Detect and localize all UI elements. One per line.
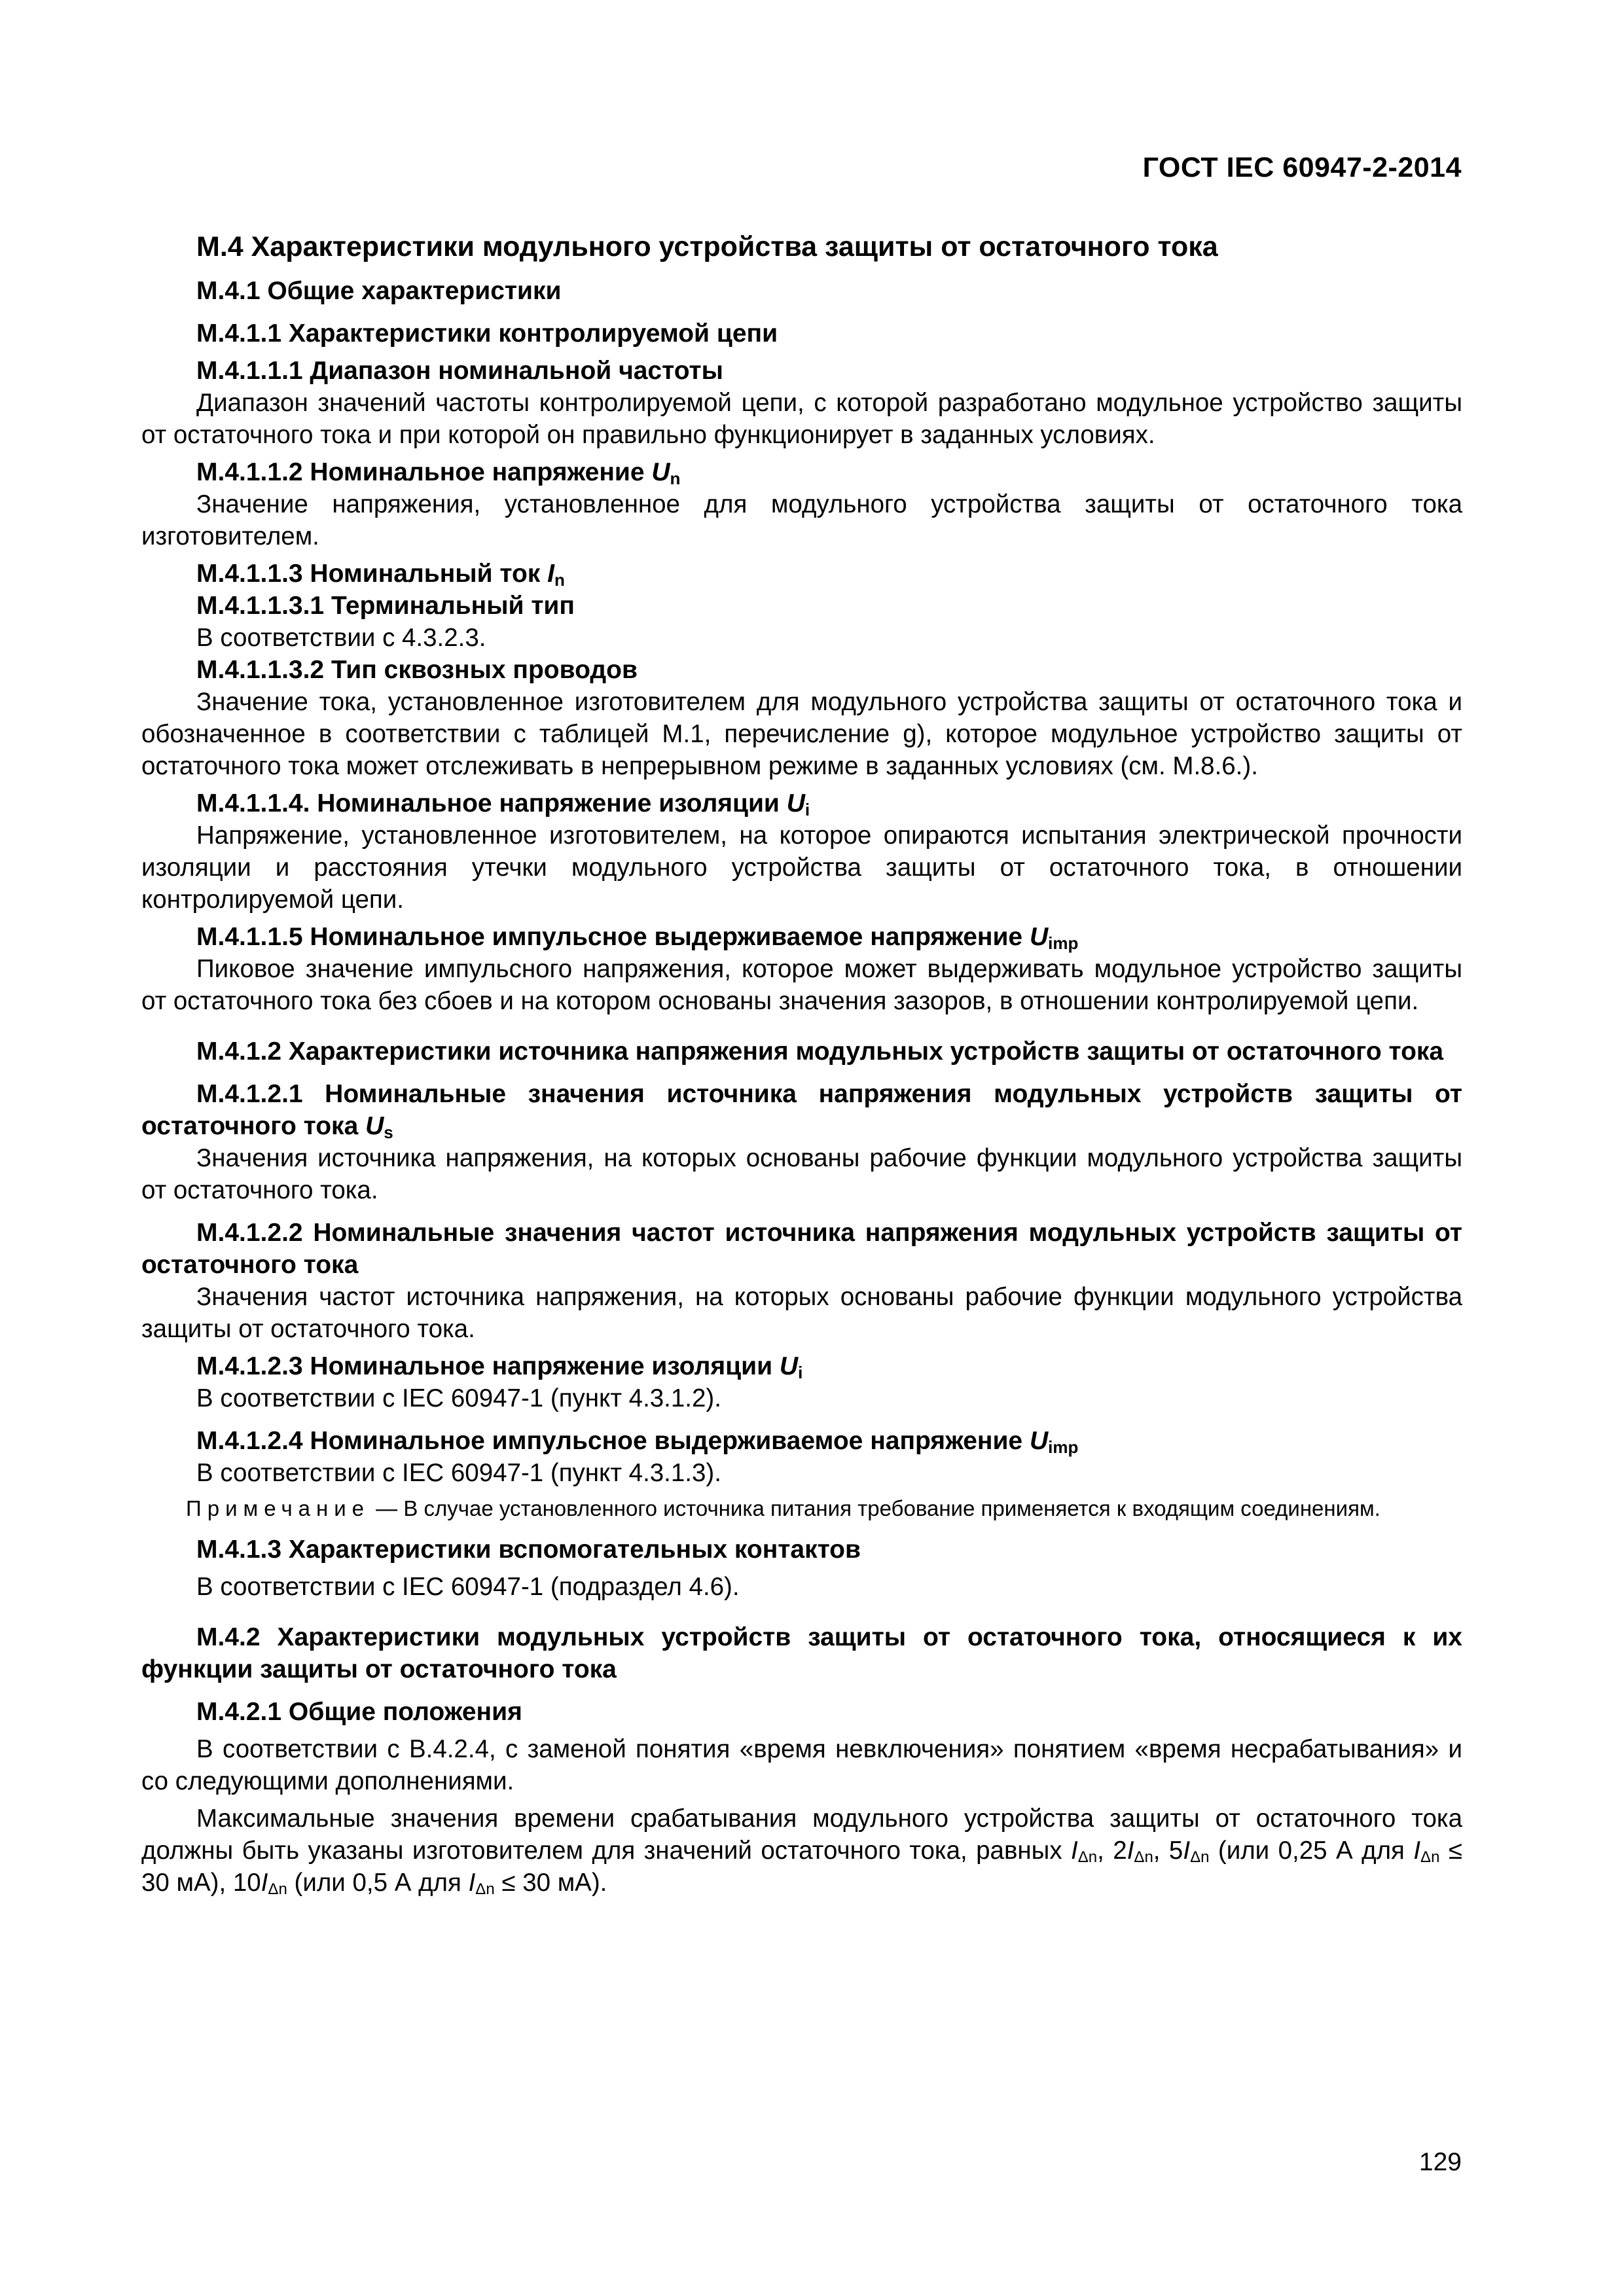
symbol-u: U (365, 1112, 384, 1140)
section-m4124-title (196, 1425, 1462, 1457)
subscript-imp: imp (1048, 933, 1079, 953)
symbol-i: I (468, 1869, 476, 1897)
section-m4121-title-text: М.4.1.2.1 Номинальные значения источника напряжения модульных устройств защиты от остаточного тока (141, 1080, 1462, 1140)
section-m412-title: М.4.1.2 Характеристики источника напряжения модульных устройств защиты от остаточного тока (196, 1037, 1444, 1066)
subscript-n: n (670, 469, 681, 488)
page-content (141, 229, 1462, 1899)
section-m4111-title: М.4.1.1.1 Диапазон номинальной частоты (196, 357, 723, 385)
section-m4123-title-text: М.4.1.2.3 Номинальное напряжение изоляции (196, 1352, 780, 1380)
symbol-i: I (547, 560, 554, 588)
symbol-u: U (1029, 923, 1049, 951)
section-m411-title: М.4.1.1 Характеристики контролируемой цепи (196, 319, 778, 348)
section-m4115-title (196, 921, 1462, 953)
section-m4114-title (196, 787, 1462, 819)
page-number: 129 (1418, 2148, 1462, 2176)
section-m41132-text: Значение тока, установленное изготовителем для модульного устройства защиты от остаточного тока и обозначенное в соответствии с таблицей М.1, перечисление g), которое модульное устройство защиты от остаточного тока может отслеживать в непрерывном режиме в заданных условиях (см. М.8.6.). (141, 688, 1462, 780)
section-m4123-text: В соответствии с IEC 60947-1 (пункт 4.3.1.2). (196, 1384, 721, 1412)
subscript-delta-n: Δn (1420, 1848, 1440, 1866)
section-m41131-text: В соответствии с 4.3.2.3. (196, 624, 486, 652)
subscript-i: i (804, 800, 810, 819)
section-m41131-title: М.4.1.1.3.1 Терминальный тип (196, 592, 575, 620)
symbol-u: U (1029, 1427, 1049, 1455)
section-m4112-text: Значение напряжения, установленное для модульного устройства защиты от остаточного тока изготовителем. (141, 490, 1462, 550)
section-m4115-text: Пиковое значение импульсного напряжения, которое может выдерживать модульное устройство защиты от остаточного тока без сбоев и на котором основаны значения зазоров, в отношении контролируемой цепи. (141, 955, 1462, 1015)
section-m4111-text: Диапазон значений частоты контролируемой цепи, с которой разработано модульное устройство защиты от остаточного тока и при которой он правильно функционирует в заданных условиях. (141, 389, 1462, 449)
section-m42-title: М.4.2 Характеристики модульных устройств защиты от остаточного тока, относящиеся к их функции защиты от остаточного тока (141, 1623, 1462, 1683)
subscript-n: n (554, 570, 565, 590)
symbol-i: I (261, 1869, 268, 1897)
section-m4112-title (196, 456, 1462, 488)
text-fragment: ≤ 30 мА), 10 (141, 1837, 1463, 1897)
symbol-i: I (1413, 1837, 1421, 1865)
subscript-delta-n: Δn (1134, 1848, 1153, 1866)
section-m4114-text: Напряжение, установленное изготовителем, на которое опираются испытания электрической прочности изоляции и расстояния утечки модульного устройства защиты от остаточного тока, в отношении контролируемой цепи. (141, 821, 1462, 914)
section-m4114-title-text: М.4.1.1.4. Номинальное напряжение изоляции (196, 789, 787, 817)
symbol-i: I (1183, 1837, 1191, 1865)
symbol-u: U (779, 1352, 799, 1380)
note-label: Примечание (186, 1496, 370, 1520)
note (141, 1494, 1462, 1523)
symbol-u: U (786, 789, 805, 817)
section-m41-title: М.4.1 Общие характеристики (196, 277, 562, 305)
subscript-imp: imp (1048, 1437, 1079, 1457)
section-m4121-text: Значения источника напряжения, на которых основаны рабочие функции модульного устройства защиты от остаточного тока. (141, 1144, 1462, 1204)
section-m4113-title (196, 558, 1462, 590)
section-m421-title: М.4.2.1 Общие положения (196, 1698, 522, 1726)
section-m413-title: М.4.1.3 Характеристики вспомогательных контактов (196, 1535, 861, 1564)
section-m4123-title (196, 1350, 1462, 1382)
section-m4121-title (141, 1078, 1462, 1142)
text-fragment: ≤ 30 мА). (494, 1869, 607, 1897)
symbol-u: U (651, 458, 670, 486)
text-fragment: , 2 (1097, 1837, 1127, 1865)
subscript-delta-n: Δn (1077, 1848, 1098, 1866)
subscript-delta-n: Δn (1190, 1848, 1210, 1866)
section-m4124-text: В соответствии с IEC 60947-1 (пункт 4.3.1.3). (196, 1459, 721, 1487)
subscript-delta-n: Δn (475, 1880, 495, 1898)
symbol-i: I (1071, 1837, 1078, 1865)
section-m421-text-2 (141, 1803, 1462, 1899)
section-m4122-title: М.4.1.2.2 Номинальные значения частот источника напряжения модульных устройств защиты от остаточного тока (141, 1219, 1462, 1279)
section-m4113-title-text: М.4.1.1.3 Номинальный ток (196, 560, 548, 588)
document-code: ГОСТ IEC 60947-2-2014 (1142, 152, 1462, 183)
section-m421-text-1: В соответствии с В.4.2.4, с заменой понятия «время невключения» понятием «время несрабатывания» и со следующими дополнениями. (141, 1735, 1462, 1795)
section-m413-text: В соответствии с IEC 60947-1 (подраздел 4.6). (196, 1573, 740, 1601)
section-m4-title: М.4 Характеристики модульного устройства защиты от остаточного тока (196, 231, 1218, 262)
subscript-i: i (798, 1363, 803, 1382)
symbol-i: I (1127, 1837, 1134, 1865)
section-m4122-text: Значения частот источника напряжения, на которых основаны рабочие функции модульного устройства защиты от остаточного тока. (141, 1283, 1462, 1343)
section-m4124-title-text: М.4.1.2.4 Номинальное импульсное выдерживаемое напряжение (196, 1427, 1030, 1455)
text-fragment: Максимальные значения времени срабатывания модульного устройства защиты от остаточного тока должны быть указаны изготовителем для значений остаточного тока, равных (141, 1804, 1462, 1865)
text-fragment: (или 0,5 А для (287, 1869, 469, 1897)
section-m4115-title-text: М.4.1.1.5 Номинальное импульсное выдерживаемое напряжение (196, 923, 1030, 951)
subscript-s: s (384, 1122, 393, 1142)
note-text: — В случае установленного источника питания требование применяется к входящим соединениям. (370, 1496, 1380, 1520)
text-fragment: , 5 (1153, 1837, 1183, 1865)
subscript-delta-n: Δn (268, 1880, 287, 1898)
text-fragment: (или 0,25 А для (1209, 1837, 1414, 1865)
section-m4112-title-text: М.4.1.1.2 Номинальное напряжение (196, 458, 652, 486)
section-m41132-title: М.4.1.1.3.2 Тип сквозных проводов (196, 656, 638, 684)
